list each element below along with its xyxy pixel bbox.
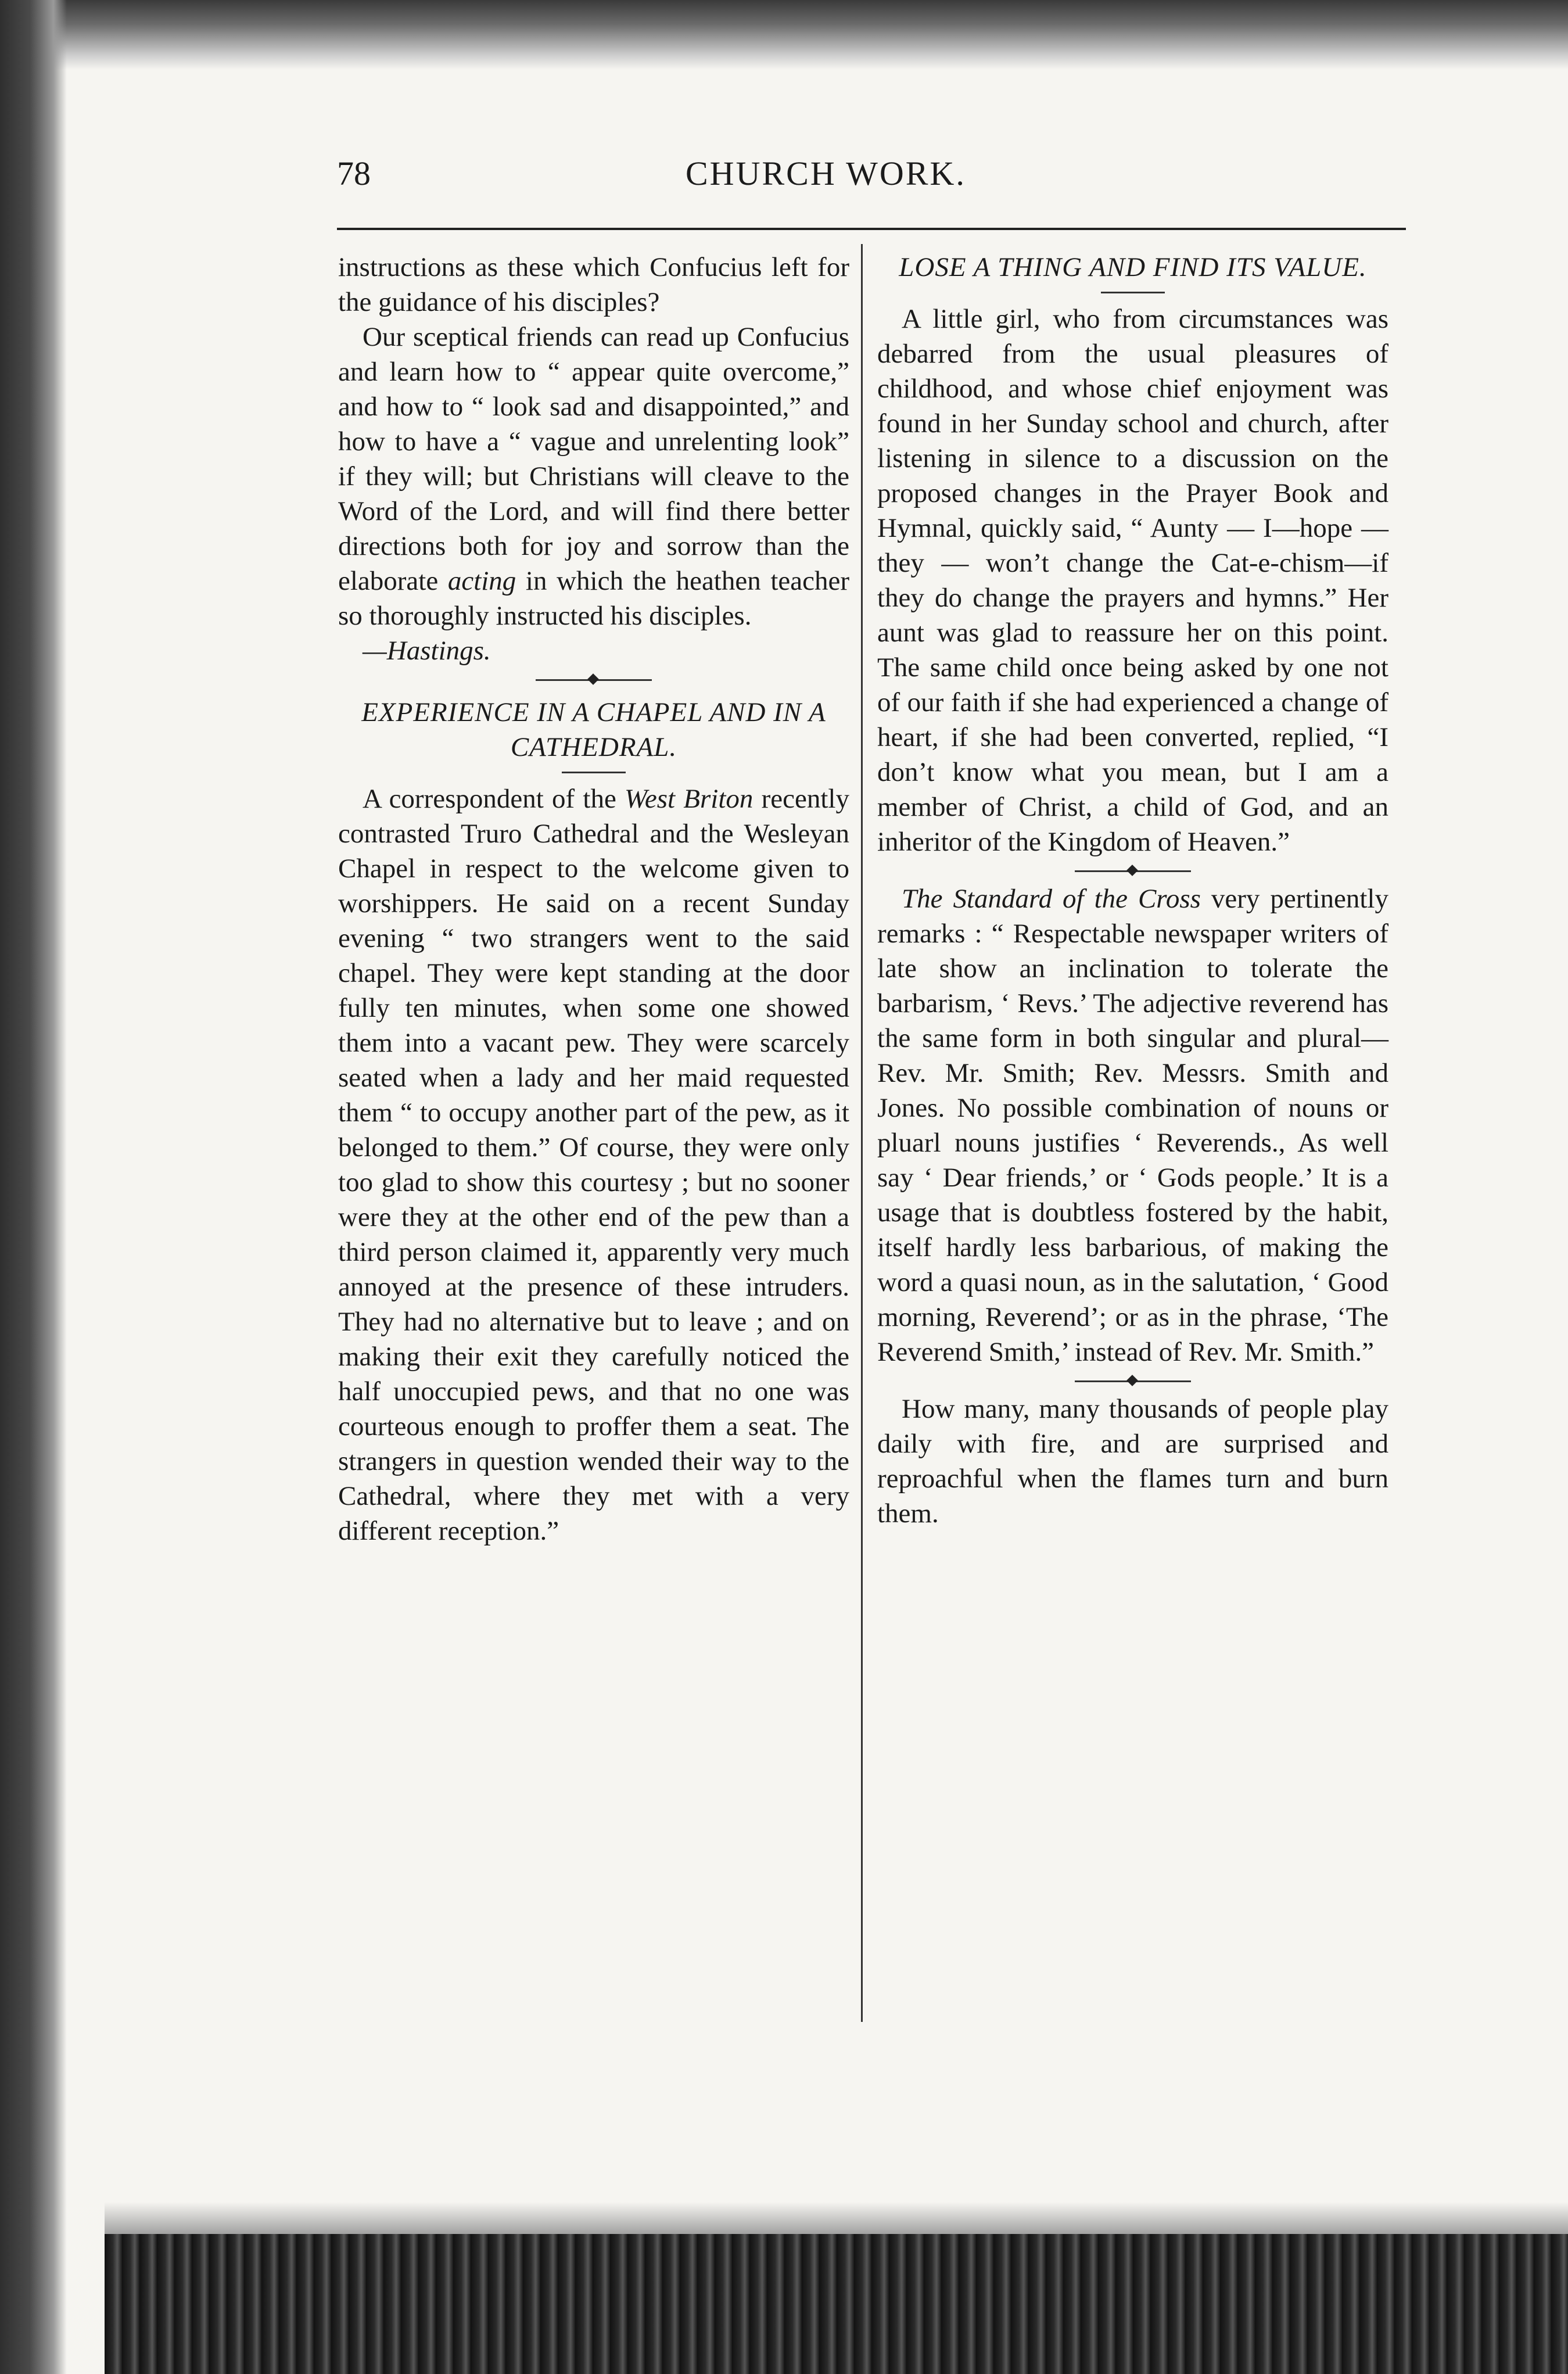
page-number: 78 (337, 155, 371, 192)
standard-of-the-cross: The Standard of the Cross (902, 884, 1201, 914)
section-divider (1075, 864, 1191, 878)
title-rule (562, 772, 626, 773)
scan-edge-bottom (105, 2234, 1568, 2374)
right-column (877, 250, 1388, 1531)
running-title: CHURCH WORK. (686, 155, 966, 192)
left-column (338, 250, 849, 1548)
continued-paragraph: instructions as these which Confucius left for the guidance of his disciples? (338, 252, 849, 317)
fire-paragraph: How many, many thousands of people play daily with fire, and are surprised and reproachful when the flames turn and burn them. (877, 1394, 1388, 1529)
little-girl-paragraph: A little girl, who from circumstances was debarred from the usual pleasures of childhood, and whose chief enjoyment was found in her Sunday school and church, after listening in silence to a discussion on the proposed changes in the Prayer Book and Hymnal, quickly said, “ Aunty — I—hope — they — won’t change the Cat-e-chism—if they do change the prayers and hymns.” Her aunt was glad to reassure her on this point. The same child once being asked by one not of our faith if she had experienced a change of heart, if she had been converted, replied, “I don’t know what you mean, but I am a member of Christ, a child of God, and an inheritor of the Kingdom of Heaven.” (877, 304, 1388, 857)
divider-ornament (1126, 1375, 1138, 1386)
chapel-paragraph (338, 781, 849, 1548)
section-divider (1075, 1374, 1191, 1388)
attribution: —Hastings. (363, 636, 491, 666)
standard-text: very pertinently remarks : “ Respectable newspaper writers of late show an inclination to tolerate the barbarism, ‘ Revs.’ The adjective reverend has the same form in both singular and plural—Rev. Mr. Smith; Rev. Messrs. Smith and Jones. No possible combination of nouns or pluarl nouns justifies ‘ Reverends., As well say ‘ Dear friends,’ or ‘ Gods people.’ It is a usage that is doubtless fostered by the habit, itself hardly less barbarious, of making the word a quasi noun, as in the salutation, ‘ Good morning, Reverend’; or as in the phrase, ‘The Reverend Smith,’ instead of Rev. Mr. Smith.” (877, 884, 1388, 1367)
page-header (337, 154, 1406, 206)
standard-paragraph (877, 881, 1388, 1369)
west-briton: West Briton (625, 784, 753, 814)
confucius-text: Our sceptical friends can read up Confucius and learn how to “ appear quite overcome,” and how to “ look sad and disappointed,” and how to have a “ vague and unrelenting look” if they will; but Christians will cleave to the Word of the Lord, and will find there better directions both for joy and sorrow than the elaborate (338, 322, 849, 596)
divider-ornament (1126, 865, 1138, 876)
title-rule (1101, 292, 1165, 293)
scan-edge-top (0, 0, 1568, 70)
chapel-text-start: A correspondent of the (363, 784, 625, 814)
scan-edge-left (0, 0, 67, 2374)
scan-edge-bottom-fade (105, 2202, 1568, 2237)
header-rule (337, 228, 1406, 230)
article-title-chapel: EXPERIENCE IN A CHAPEL AND IN A CATHEDRAL. (361, 697, 826, 762)
article-title-value: LOSE A THING AND FIND ITS VALUE. (899, 252, 1367, 282)
divider-ornament (587, 673, 599, 685)
confucius-text-end: in which the heathen teacher so thoroughly instructed his disciples. (338, 566, 849, 631)
acting-word: acting (447, 566, 516, 596)
chapel-text: recently contrasted Truro Cathedral and the Wesleyan Chapel in respect to the welcome given to worshippers. He said on a recent Sunday evening “ two strangers went to the said chapel. They were kept standing at the door fully ten minutes, when some one showed them into a vacant pew. They were scarcely seated when a lady and her maid requested them “ to occupy another part of the pew, as it belonged to them.” Of course, they were only too glad to show this courtesy ; but no sooner were they at the other end of the pew than a third person claimed it, apparently very much annoyed at the presence of these intruders. They had no alternative but to leave ; and on making their exit they carefully noticed the half unoccupied pews, and that no one was courteous enough to proffer them a seat. The strangers in question wended their way to the Cathedral, where they met with a very different reception.” (338, 784, 849, 1546)
confucius-paragraph (338, 320, 849, 633)
column-divider (861, 244, 863, 2022)
section-divider (536, 673, 652, 687)
